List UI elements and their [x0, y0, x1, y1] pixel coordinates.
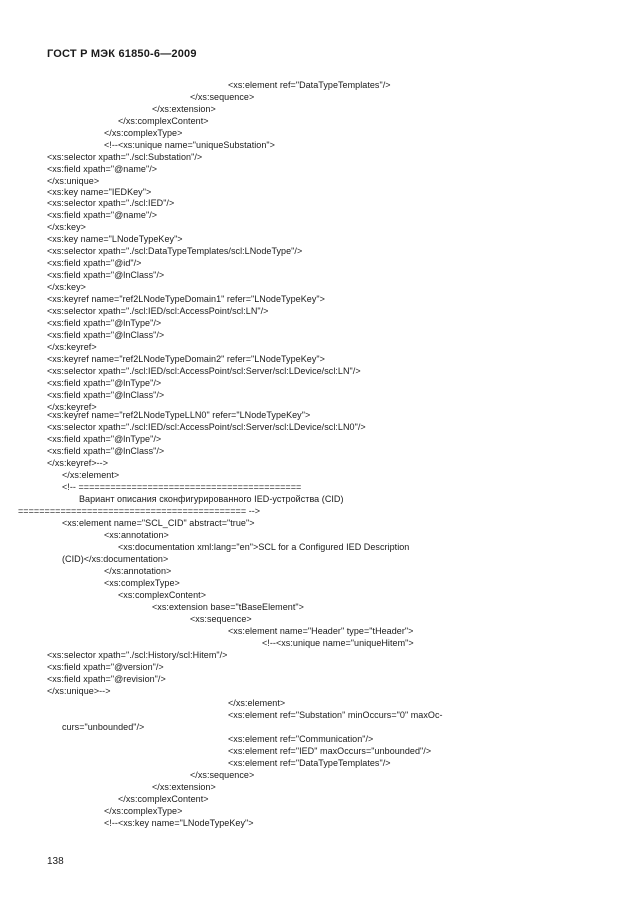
code-line: <xs:selector xpath="./scl:IED"/> — [47, 198, 175, 208]
document-header: ГОСТ Р МЭК 61850-6—2009 — [47, 48, 197, 60]
code-line: <xs:keyref name="ref2LNodeTypeDomain2" refer="LNodeTypeKey"> — [47, 354, 325, 364]
code-line: </xs:keyref> — [47, 402, 97, 412]
code-line: <xs:field xpath="@revision"/> — [47, 674, 166, 684]
page-number: 138 — [47, 856, 64, 867]
code-line: <xs:selector xpath="./scl:Substation"/> — [47, 152, 203, 162]
code-line: <xs:element name="SCL_CID" abstract="true"> — [62, 518, 255, 528]
code-line: <!--<xs:key name="LNodeTypeKey"> — [104, 818, 254, 828]
code-line: <xs:selector xpath="./scl:DataTypeTemplates/scl:LNodeType"/> — [47, 246, 303, 256]
code-line: <xs:field xpath="@lnType"/> — [47, 378, 162, 388]
code-line: <xs:extension base="tBaseElement"> — [152, 602, 304, 612]
code-line: </xs:keyref> — [47, 342, 97, 352]
code-line: =========================================== --> — [18, 506, 261, 516]
code-line: </xs:extension> — [152, 782, 216, 792]
code-line: <xs:element ref="DataTypeTemplates"/> — [228, 758, 391, 768]
code-line: <xs:element name="Header" type="tHeader"> — [228, 626, 414, 636]
code-line: <xs:element ref="DataTypeTemplates"/> — [228, 80, 391, 90]
code-line: </xs:key> — [47, 282, 86, 292]
code-line: curs="unbounded"/> — [62, 722, 145, 732]
code-line: <xs:selector xpath="./scl:History/scl:Hitem"/> — [47, 650, 228, 660]
code-line: <xs:field xpath="@lnClass"/> — [47, 270, 165, 280]
code-line: </xs:sequence> — [190, 770, 255, 780]
code-line: <xs:sequence> — [190, 614, 252, 624]
code-line: <xs:field xpath="@lnType"/> — [47, 318, 162, 328]
code-line: <xs:annotation> — [104, 530, 169, 540]
code-line: </xs:element> — [62, 470, 120, 480]
code-line: <xs:keyref name="ref2LNodeTypeLLN0" refer="LNodeTypeKey"> — [47, 410, 311, 420]
code-line: </xs:element> — [228, 698, 286, 708]
code-line: <xs:field xpath="@lnClass"/> — [47, 446, 165, 456]
code-line: </xs:extension> — [152, 104, 216, 114]
code-line: </xs:annotation> — [104, 566, 172, 576]
code-line: <!--<xs:unique name="uniqueHitem"> — [262, 638, 414, 648]
code-line: <xs:key name="LNodeTypeKey"> — [47, 234, 183, 244]
code-line: <xs:field xpath="@version"/> — [47, 662, 164, 672]
code-line: <xs:field xpath="@id"/> — [47, 258, 142, 268]
code-line: <xs:selector xpath="./scl:IED/scl:AccessPoint/scl:Server/scl:LDevice/scl:LN0"/> — [47, 422, 366, 432]
code-line: <xs:documentation xml:lang="en">SCL for a Configured IED Description — [118, 542, 410, 552]
code-line: <xs:selector xpath="./scl:IED/scl:AccessPoint/scl:LN"/> — [47, 306, 269, 316]
code-line: </xs:unique>--> — [47, 686, 111, 696]
code-line: <xs:keyref name="ref2LNodeTypeDomain1" refer="LNodeTypeKey"> — [47, 294, 325, 304]
code-line: <xs:element ref="Substation" minOccurs="0" maxOc- — [228, 710, 443, 720]
code-line: <xs:field xpath="@name"/> — [47, 164, 158, 174]
code-line: <xs:field xpath="@lnClass"/> — [47, 330, 165, 340]
code-line: Вариант описания сконфигурированного IED-устройства (CID) — [79, 494, 344, 504]
code-line: <xs:field xpath="@lnType"/> — [47, 434, 162, 444]
code-line: <xs:element ref="IED" maxOccurs="unbounded"/> — [228, 746, 432, 756]
code-line: </xs:complexContent> — [118, 116, 209, 126]
code-line: <!-- ========================================== — [62, 482, 302, 492]
code-line: <xs:complexType> — [104, 578, 180, 588]
code-line: <xs:field xpath="@name"/> — [47, 210, 158, 220]
code-line: </xs:complexContent> — [118, 794, 209, 804]
code-line: </xs:complexType> — [104, 128, 183, 138]
code-line: </xs:unique> — [47, 176, 100, 186]
code-line: </xs:complexType> — [104, 806, 183, 816]
code-line: <xs:complexContent> — [118, 590, 206, 600]
code-line: <xs:key name="IEDKey"> — [47, 187, 152, 197]
code-line: </xs:sequence> — [190, 92, 255, 102]
code-line: </xs:key> — [47, 222, 86, 232]
code-line: <xs:element ref="Communication"/> — [228, 734, 374, 744]
code-line: </xs:keyref>--> — [47, 458, 109, 468]
code-line: <xs:field xpath="@lnClass"/> — [47, 390, 165, 400]
code-line: <xs:selector xpath="./scl:IED/scl:AccessPoint/scl:Server/scl:LDevice/scl:LN"/> — [47, 366, 361, 376]
code-line: <!--<xs:unique name="uniqueSubstation"> — [104, 140, 275, 150]
code-line: (CID)</xs:documentation> — [62, 554, 169, 564]
